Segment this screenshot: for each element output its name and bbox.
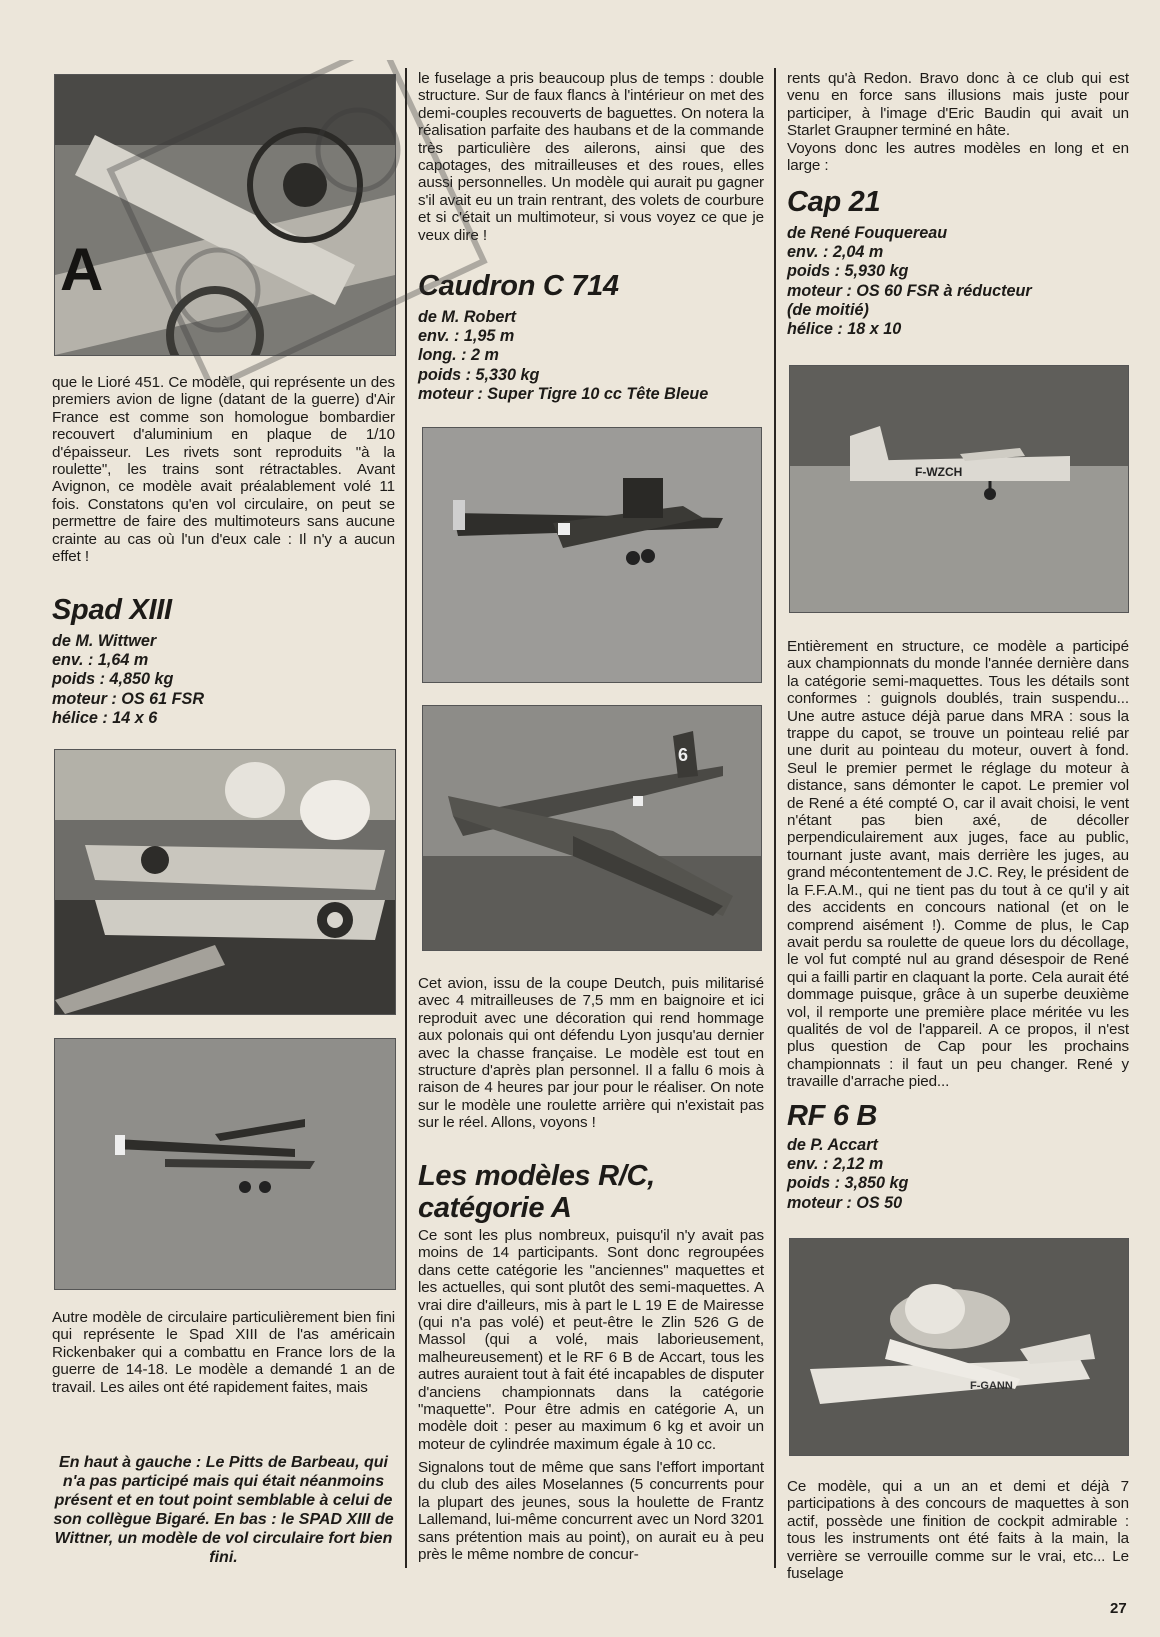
col1-intro-paragraph: que le Lioré 451. Ce modèle, qui représente un des premiers avion de ligne (datant de la guerre) d'Air France est comme son homologue bombardier recouvert d'aluminium en plaque de 1/10 d'épaisseur. Les rivets sont reproduits "à la roulette", les trains sont rétractables. Avant Avignon, ce modèle avait préalablement volé 11 fois. Constatons qu'en vol circulaire, on peut se permettre de faire des multimoteurs sans aucune crainte au cas où l'un d'eux cale : Il n'y a aucun effet !	[52, 374, 395, 566]
rf6b-title: RF 6 B	[787, 1100, 878, 1132]
spad-poids: poids : 4,850 kg	[52, 670, 174, 689]
svg-text:6: 6	[678, 745, 689, 765]
svg-text:A: A	[60, 236, 104, 303]
rf6b-paragraph: Ce modèle, qui a un an et demi et déjà 7 participations à des concours de maquettes à son actif, possède une finition de cockpit admirable : tous les instruments ont été faits à la main, la verrière se verrouille comme sur le vrai, etc... Le fuselage	[787, 1478, 1129, 1583]
caudron-specs	[418, 308, 708, 404]
caudron-poids: poids : 5,330 kg	[418, 365, 540, 384]
section-paragraph-2: Signalons tout de même que sans l'effort important du club des ailes Moselannes (5 concurrents pour la plupart des jeunes, sous la houlette de Frantz Lallemand, lui-même concurrent avec un Nord 3201 sans prétention mais au point), on aurait eu à peu près le même nombre de concur-	[418, 1459, 764, 1564]
spad-helice: hélice : 14 x 6	[52, 708, 158, 727]
rf6b-specs	[787, 1136, 908, 1213]
caudron-long: long. : 2 m	[418, 346, 499, 365]
photo-caption: En haut à gauche : Le Pitts de Barbeau, qui n'a pas participé mais qui était néanmoins présent et en tout point semblable à celui de son collègue Bigaré. En bas : le SPAD XIII de Wittner, un modèle de vol circulaire fort bien fini.	[53, 1454, 394, 1566]
column-rule-1	[405, 68, 407, 1568]
cap-moteur-note: (de moitié)	[787, 300, 869, 319]
section-title: Les modèles R/C, catégorie A	[418, 1160, 655, 1224]
rf6b-env: env. : 2,12 m	[787, 1155, 884, 1174]
photo-cap21	[789, 365, 1129, 613]
photo-spad-ground	[54, 749, 396, 1015]
photo-rf6b	[789, 1238, 1129, 1456]
cap-env: env. : 2,04 m	[787, 243, 884, 262]
column-rule-2	[774, 68, 776, 1568]
caudron-env: env. : 1,95 m	[418, 327, 515, 346]
photo-caudron-ground	[422, 705, 762, 951]
cap-title: Cap 21	[787, 186, 881, 218]
spad-moteur: moteur : OS 61 FSR	[52, 689, 205, 708]
rf6b-author: de P. Accart	[787, 1136, 878, 1154]
spad-specs	[52, 632, 204, 728]
rf6b-moteur: moteur : OS 50	[787, 1193, 903, 1212]
page-number: 27	[1110, 1600, 1127, 1617]
caudron-moteur: moteur : Super Tigre 10 cc Tête Bleue	[418, 384, 709, 403]
col2-intro-paragraph: le fuselage a pris beaucoup plus de temps : double structure. Sur de faux flancs à l'intérieur on met des demi-couples recouverts de baguettes. On notera la réalisation parfaite des haubans et de la commande très particulière des ailerons, ainsi que des capotages, des mitrailleuses et des roues, elles aussi personnelles. Un modèle qui aurait pu gagner s'il avait eu un train rentrant, des volets de courbure et si c'était un multimoteur, si vous voyez ce que je veux dire !	[418, 70, 764, 244]
col3-intro-paragraph: rents qu'à Redon. Bravo donc à ce club qui est venu en force sans illusions mais juste pour participer, à l'image d'Eric Baudin qui avait un Starlet Graupner terminé en hâte.	[787, 70, 1129, 140]
cap-author: de René Fouquereau	[787, 224, 948, 242]
col3-intro-paragraph-2: Voyons donc les autres modèles en long et en large :	[787, 140, 1129, 175]
rf6b-poids: poids : 3,850 kg	[787, 1174, 909, 1193]
cap-registration: F-WZCH	[915, 465, 963, 479]
caudron-paragraph: Cet avion, issu de la coupe Deutch, puis militarisé avec 4 mitrailleuses de 7,5 mm en baignoire et ici reproduit avec une décoration qui rend hommage aux polonais qui ont défendu Lyon jusqu'au dernier avec la chasse française. Le modèle est tout en structure d'après plan personnel. Il a fallu 6 mois à raison de 4 heures par jour pour le réaliser. On note sur le modèle une roulette arrière qui n'existait pas sur le réel. Allons, voyons !	[418, 975, 764, 1132]
photo-spad-flight	[54, 1038, 396, 1290]
col1-outro-paragraph: Autre modèle de circulaire particulièrement bien fini qui représente le Spad XIII de l'as américain Rickenbaker qui a combattu en France lors de la guerre de 14-18. Le modèle a demandé 1 an de travail. Les ailes ont été rapidement faites, mais	[52, 1309, 395, 1396]
caudron-title: Caudron C 714	[418, 270, 619, 302]
cap-specs	[787, 224, 1032, 339]
cap-paragraph: Entièrement en structure, ce modèle a participé aux championnats du monde l'année dernière dans la catégorie semi-maquettes. Tous les détails sont conformes : guignols doublés, train suspendu... Une autre astuce déjà parue dans MRA : sous la trappe du capot, se trouve un pointeau relié par une durit au pointeau du moteur, ouvert à fond. Seul le premier permet le réglage du moteur à distance, sans démonter le capot. Le premier vol de René a été compté O, car il avait choisi, le vent n'étant pas bien axé, de décoller perpendiculairement aux juges, face au public, tournant juste avant, mais derrière les juges, au grand mécontentement de J.C. Rey, le président de la F.F.A.M., qui ne tient pas du tout à ce qu'il y ait des accidents en concours national (et on le comprend aisément !). Comme de plus, le Cap avait perdu sa roulette de queue lors du décollage, le vol fut compté nul au grand désespoir de René qui a failli partir en claquant la porte. Cela aurait été dommage puisque, grâce à un superbe deuxième vol, il remporte une première place méritée vu les qualités de vol de l'appareil. A ce propos, il n'est plus question de Cap pour les prochains championnats : il faut un peu changer. René y travaille d'arrache pied...	[787, 638, 1129, 1091]
spad-env: env. : 1,64 m	[52, 651, 149, 670]
spad-title: Spad XIII	[52, 594, 172, 626]
photo-pitts-closeup	[54, 74, 396, 356]
section-paragraph-1: Ce sont les plus nombreux, puisqu'il n'y avait pas moins de 14 participants. Sont donc regroupées dans cette catégorie les "anciennes" maquettes et les actuelles, qui sont plutôt des semi-maquettes. A vrai dire d'ailleurs, mis à part le L 19 E de Mairesse (qui n'a pas volé) et peut-être le Zlin 526 G de Massol (qui a volé, mais laborieusement, malheureusement) et le RF 6 B de Accart, tous les autres auraient tout à fait été incapables de disputer d'anciens championnats dans la catégorie "maquette". Pour être admis en catégorie A, un modèle doit : peser au maximum 6 kg et avoir un moteur de cylindrée maximum égale à 10 cc.	[418, 1227, 764, 1453]
photo-caudron-flight	[422, 427, 762, 683]
cap-helice: hélice : 18 x 10	[787, 320, 902, 339]
rf6b-registration: F-GANN	[970, 1380, 1013, 1392]
cap-moteur: moteur : OS 60 FSR à réducteur	[787, 281, 1032, 300]
caudron-author: de M. Robert	[418, 308, 517, 326]
cap-poids: poids : 5,930 kg	[787, 262, 909, 281]
spad-author: de M. Wittwer	[52, 632, 157, 650]
